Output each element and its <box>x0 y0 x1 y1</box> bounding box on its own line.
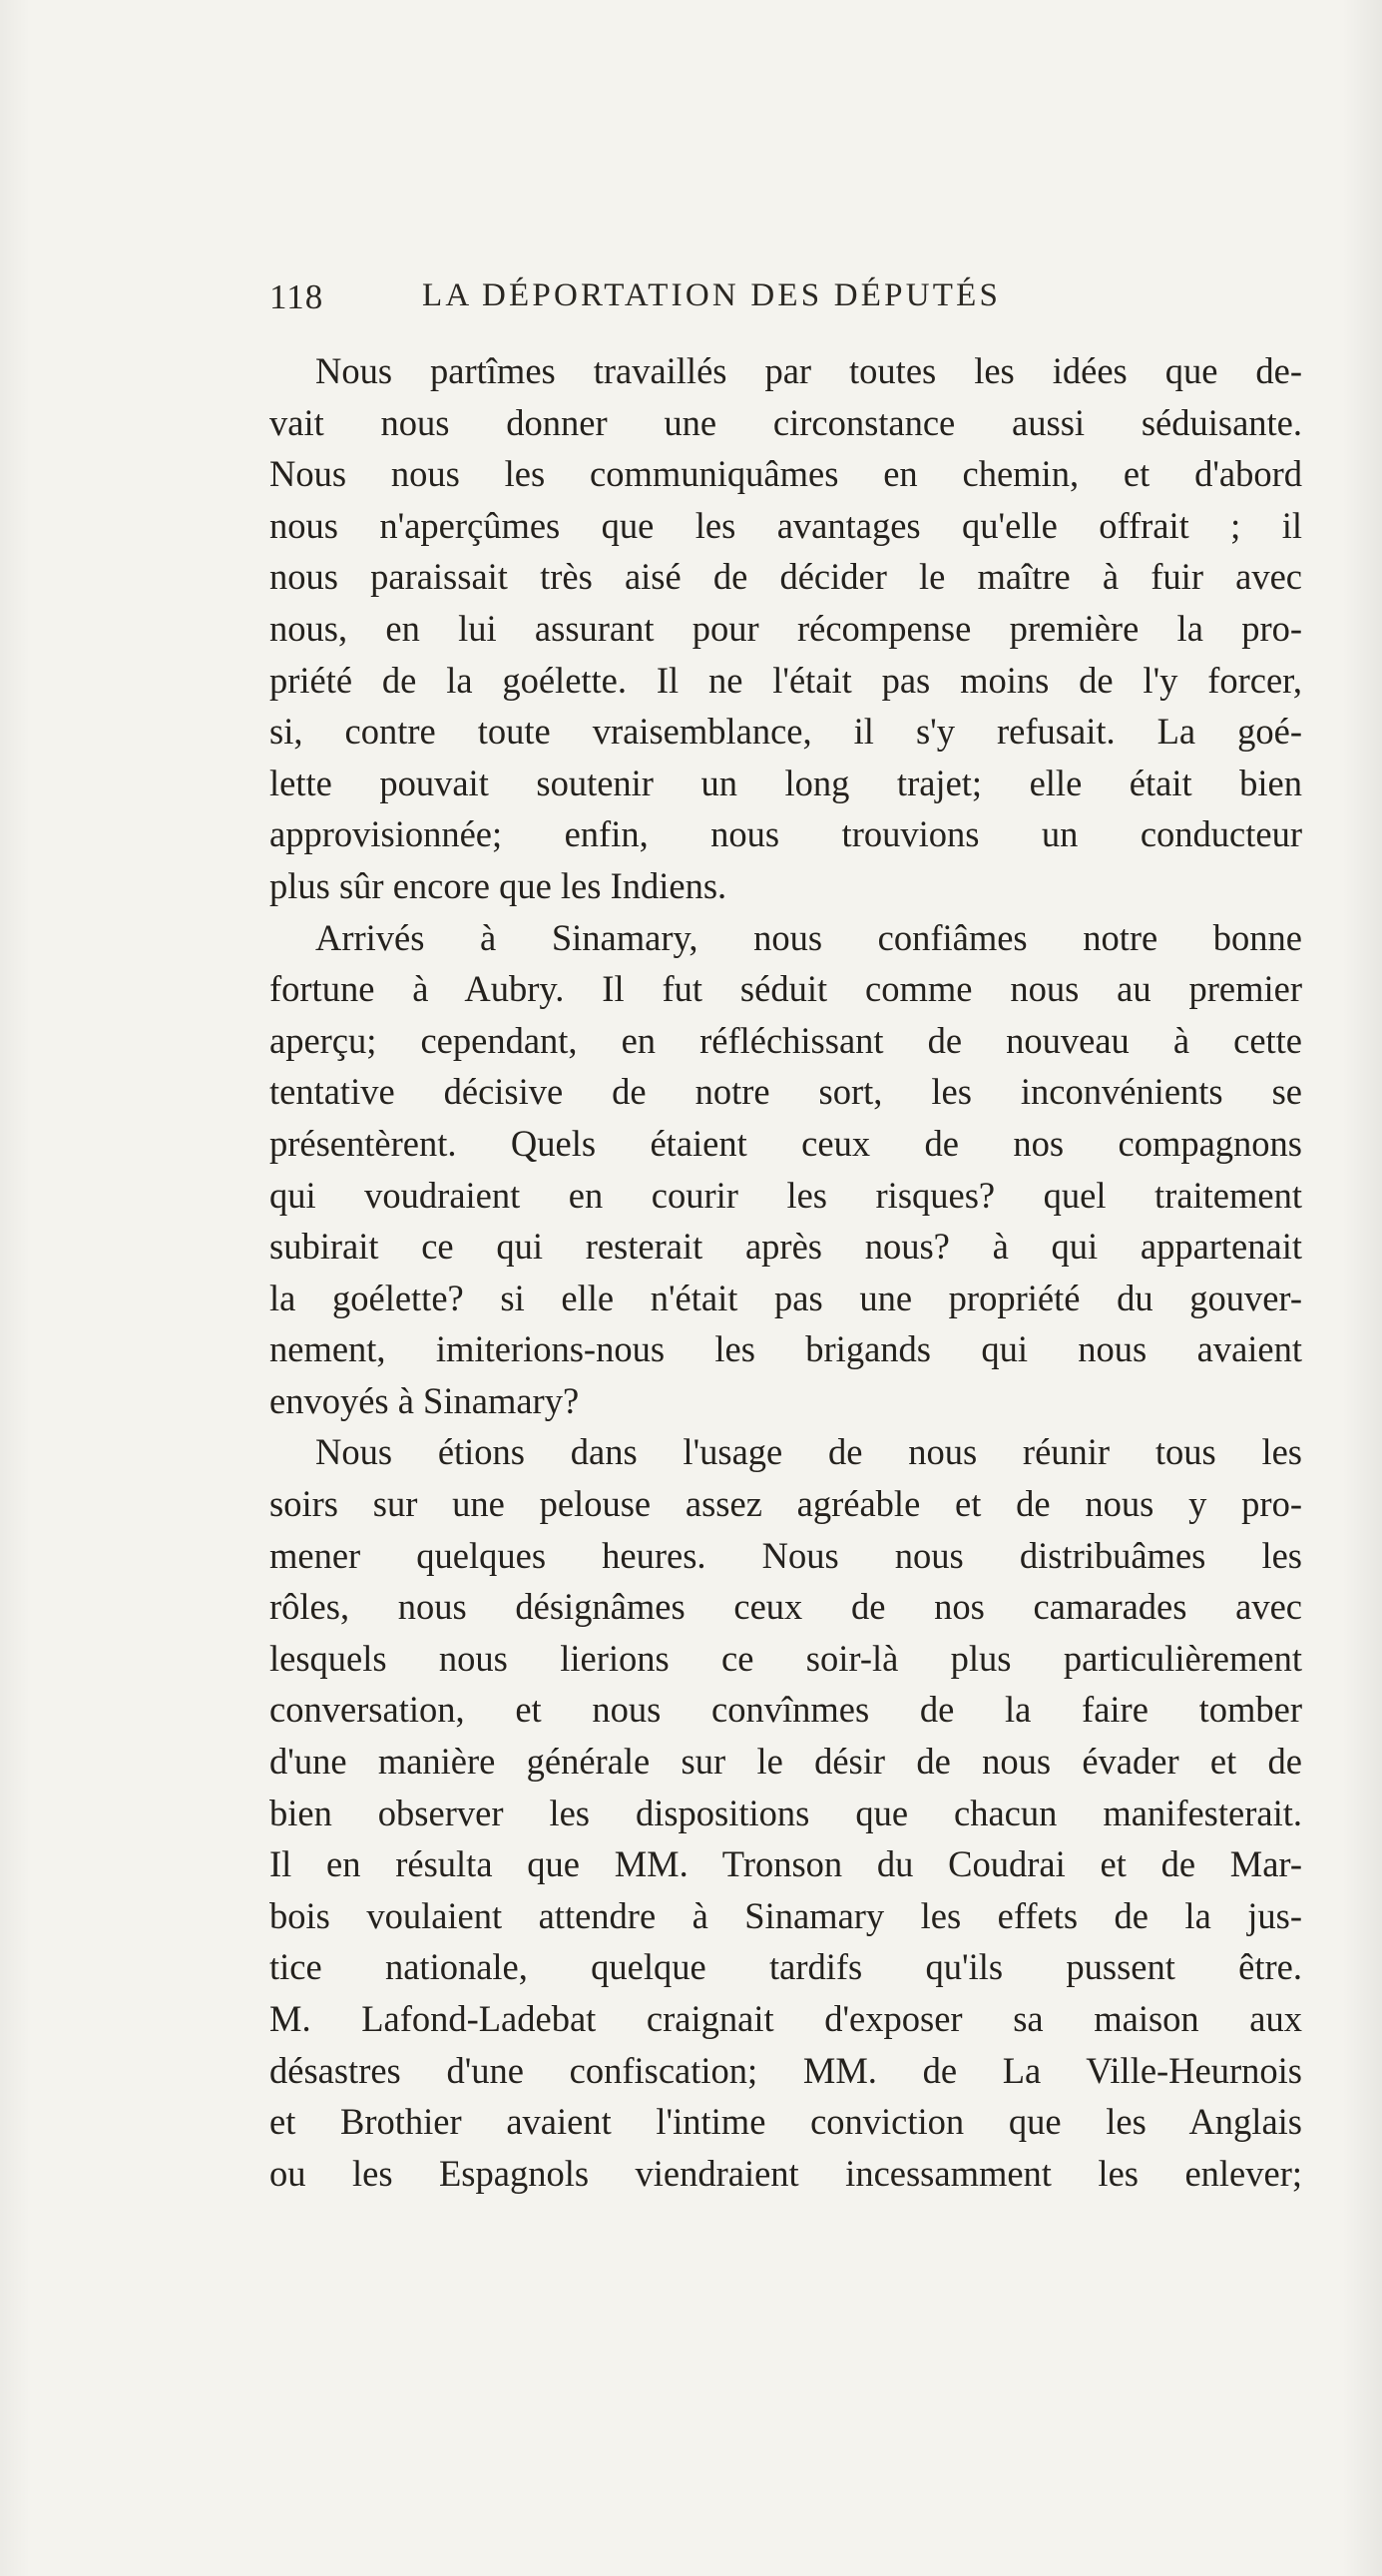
text-line: fortune à Aubry. Il fut séduit comme nous au premier <box>269 968 1302 1010</box>
text-line: approvisionnée; enfin, nous trouvions un conducteur <box>269 813 1302 855</box>
text-line: et Brothier avaient l'intime conviction que les Anglais <box>269 2101 1302 2143</box>
text-line: nous, en lui assurant pour récompense première la pro- <box>269 607 1302 649</box>
text-line: tentative décisive de notre sort, les inconvénients se <box>269 1071 1302 1113</box>
page-number: 118 <box>269 277 324 316</box>
text-line: qui voudraient en courir les risques? quel traitement <box>269 1174 1302 1216</box>
text-line: nous n'aperçûmes que les avantages qu'elle offrait ; il <box>269 504 1302 546</box>
text-line: conversation, et nous convînmes de la faire tomber <box>269 1689 1302 1731</box>
text-line: M. Lafond-Ladebat craignait d'exposer sa maison aux <box>269 1998 1302 2039</box>
text-line: subirait ce qui resterait après nous? à qui appartenait <box>269 1226 1302 1268</box>
text-line: nous paraissait très aisé de décider le maître à fuir avec <box>269 556 1302 598</box>
text-line: Nous étions dans l'usage de nous réunir tous les <box>315 1431 1302 1473</box>
body-text <box>269 345 1302 2199</box>
text-line: mener quelques heures. Nous nous distribuâmes les <box>269 1534 1302 1576</box>
text-line: lette pouvait soutenir un long trajet; elle était bien <box>269 762 1302 803</box>
text-line: Nous partîmes travaillés par toutes les idées que de- <box>315 350 1302 391</box>
text-line: bien observer les dispositions que chacun manifesterait. <box>269 1792 1302 1833</box>
text-line: ou les Espagnols viendraient incessamment les enlever; <box>269 2152 1302 2194</box>
text-line: d'une manière générale sur le désir de nous évader et de <box>269 1741 1302 1783</box>
text-line: envoyés à Sinamary? <box>269 1379 580 1421</box>
text-line: lesquels nous lierions ce soir-là plus particulièrement <box>269 1637 1302 1679</box>
text-line: soirs sur une pelouse assez agréable et de nous y pro- <box>269 1483 1302 1525</box>
text-line: tice nationale, quelque tardifs qu'ils pussent être. <box>269 1946 1302 1988</box>
text-line: aperçu; cependant, en réfléchissant de nouveau à cette <box>269 1019 1302 1061</box>
running-head <box>269 277 1302 337</box>
text-line: Nous nous les communiquâmes en chemin, et d'abord <box>269 453 1302 495</box>
text-line: priété de la goélette. Il ne l'était pas moins de l'y forcer, <box>269 659 1302 701</box>
text-line: Il en résulta que MM. Tronson du Coudrai et de Mar- <box>269 1843 1302 1885</box>
text-line: plus sûr encore que les Indiens. <box>269 864 727 906</box>
text-line: bois voulaient attendre à Sinamary les effets de la jus- <box>269 1894 1302 1936</box>
text-line: désastres d'une confiscation; MM. de La Ville-Heurnois <box>269 2049 1302 2091</box>
text-line: nement, imiterions-nous les brigands qui nous avaient <box>269 1328 1302 1370</box>
text-line: la goélette? si elle n'était pas une propriété du gouver- <box>269 1277 1302 1318</box>
text-line: Arrivés à Sinamary, nous confiâmes notre bonne <box>315 916 1302 958</box>
text-line: si, contre toute vraisemblance, il s'y refusait. La goé- <box>269 711 1302 753</box>
running-title: LA DÉPORTATION DES DÉPUTÉS <box>422 277 1002 313</box>
text-line: présentèrent. Quels étaient ceux de nos compagnons <box>269 1122 1302 1164</box>
text-line: vait nous donner une circonstance aussi séduisante. <box>269 401 1302 443</box>
text-line: rôles, nous désignâmes ceux de nos camarades avec <box>269 1586 1302 1628</box>
